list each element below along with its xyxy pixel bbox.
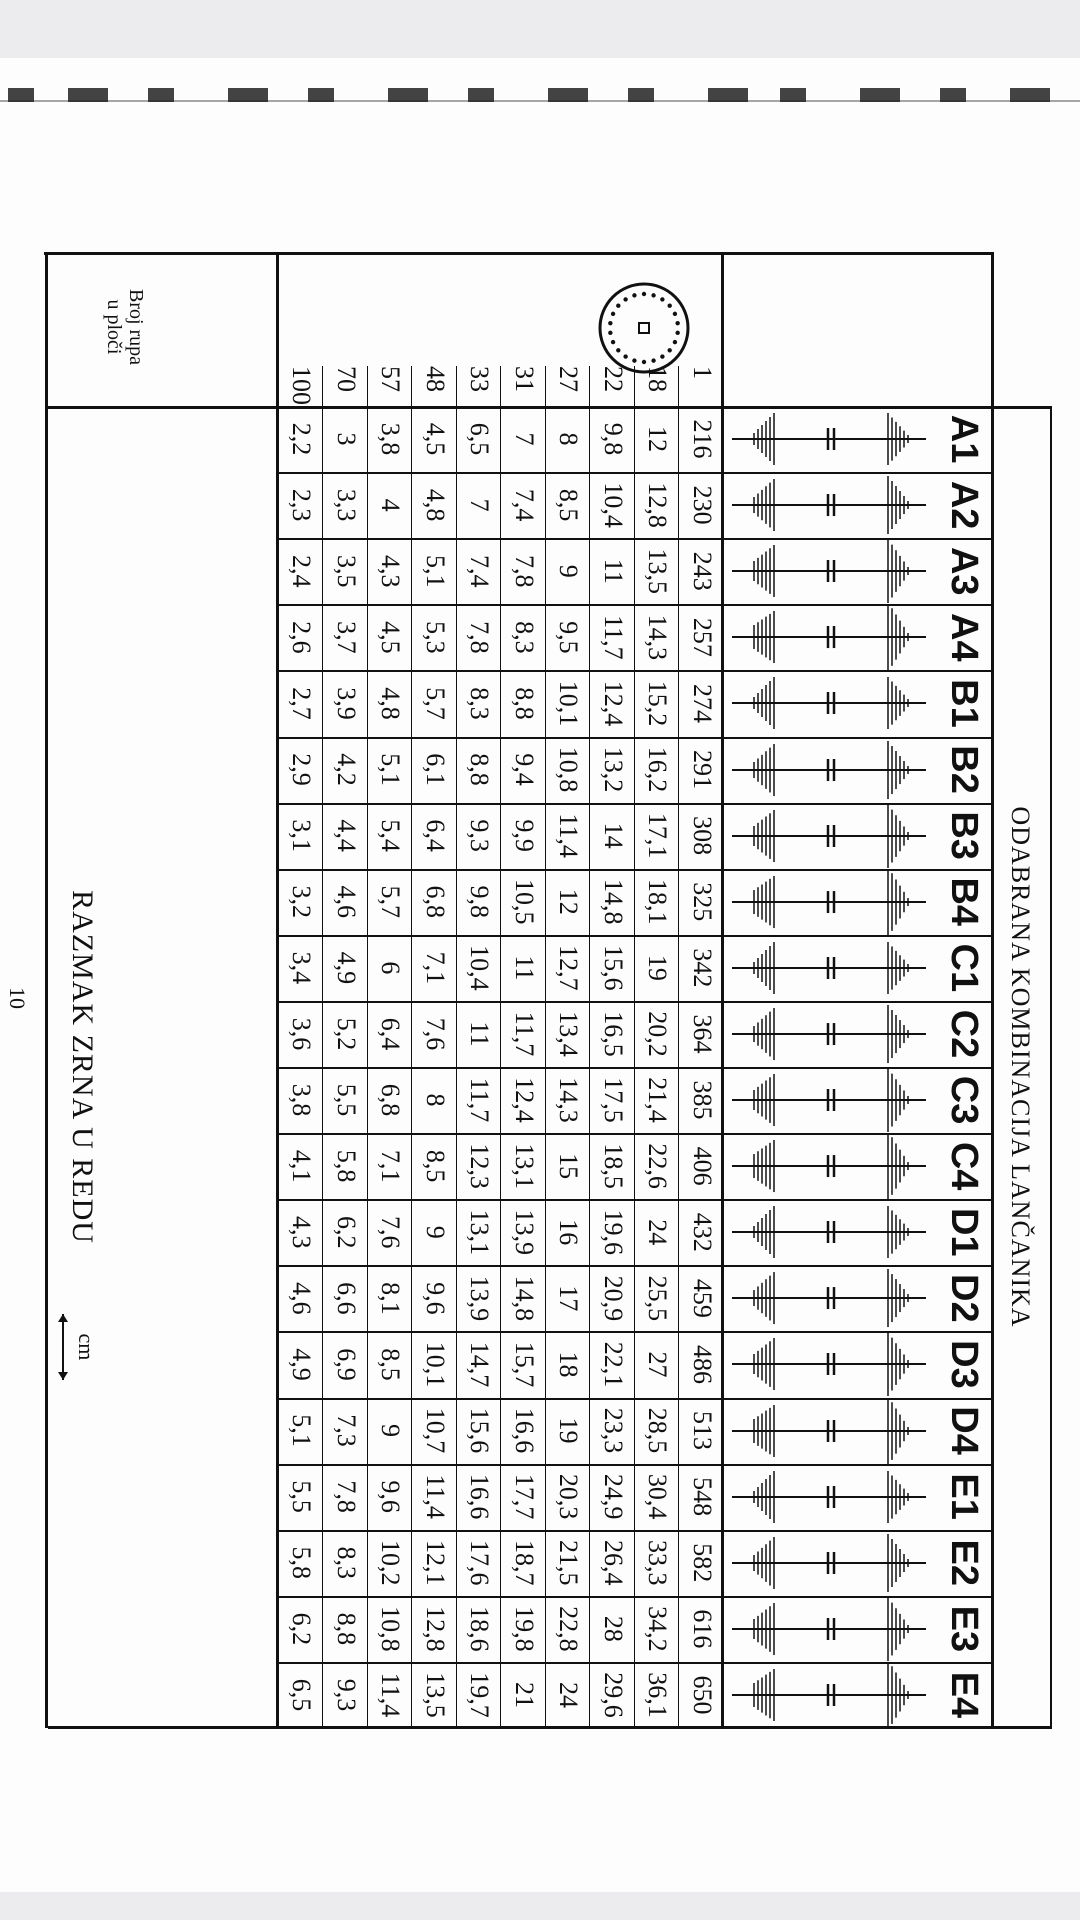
perforation-strip xyxy=(0,82,1080,112)
spacing-value: 4,8 xyxy=(420,488,450,522)
perforation-mark xyxy=(308,88,334,102)
spacing-value: 19 xyxy=(643,954,673,981)
spacing-value: 17,7 xyxy=(509,1473,539,1520)
spacing-value: 8 xyxy=(420,1093,450,1107)
spacing-value: 7 xyxy=(465,498,495,512)
spacing-value: 20,2 xyxy=(643,1011,673,1057)
combination-code: C2 xyxy=(943,1009,985,1059)
spacing-value: 27 xyxy=(643,1351,673,1378)
spacing-value: 10,5 xyxy=(509,878,539,925)
spacing-value: 8,3 xyxy=(331,1546,361,1579)
spacing-value: 4,5 xyxy=(376,621,406,654)
holes-count: 100 xyxy=(287,366,317,405)
spacing-value: 7,8 xyxy=(509,554,539,588)
table-title: ODABRANA KOMBINACIJA LANČANIKA xyxy=(1006,806,1035,1328)
spacing-value: 36,1 xyxy=(643,1672,673,1718)
spacing-value: 13,4 xyxy=(554,1011,584,1057)
spacing-value: 342 xyxy=(687,948,717,988)
spacing-value: 22,6 xyxy=(643,1143,673,1189)
spacing-value: 11 xyxy=(598,558,628,584)
spacing-value: 308 xyxy=(687,816,717,856)
spacing-value: 4,6 xyxy=(287,1282,317,1315)
spacing-value: 17,5 xyxy=(598,1077,628,1123)
spacing-value: 4,3 xyxy=(376,554,406,588)
spacing-value: 15 xyxy=(554,1153,584,1180)
holes-count: 1 xyxy=(687,366,717,379)
grid-line xyxy=(590,366,591,1728)
holes-count: 70 xyxy=(331,366,361,392)
sprocket-diagram-icon xyxy=(724,604,934,670)
spacing-value: 25,5 xyxy=(643,1275,673,1322)
spacing-value: 7,6 xyxy=(376,1215,406,1249)
spacing-value: 5,1 xyxy=(376,753,406,786)
spacing-value: 8,5 xyxy=(554,488,584,522)
grid-line xyxy=(501,366,502,1728)
spacing-value: 274 xyxy=(687,683,717,723)
sprocket-diagram-icon xyxy=(724,1331,934,1397)
spacing-value: 6,5 xyxy=(287,1678,317,1712)
holes-count: 18 xyxy=(643,366,673,392)
spacing-value: 10,8 xyxy=(554,746,584,793)
perforation-mark xyxy=(940,88,966,102)
spacing-value: 325 xyxy=(687,882,717,922)
spacing-value: 17,1 xyxy=(643,812,673,859)
spacing-value: 14,8 xyxy=(598,878,628,925)
spacing-value: 5,4 xyxy=(376,819,406,852)
spacing-value: 8,3 xyxy=(509,621,539,654)
spacing-value: 10,2 xyxy=(376,1539,406,1586)
combination-code: A3 xyxy=(943,546,985,596)
spacing-value: 12,7 xyxy=(554,945,584,991)
spacing-value: 20,3 xyxy=(554,1473,584,1520)
combination-code: D3 xyxy=(943,1340,985,1389)
unit-label: cm xyxy=(74,1333,99,1361)
spacing-value: 4,6 xyxy=(331,885,361,918)
spacing-value: 406 xyxy=(687,1146,717,1186)
sprocket-diagram-icon xyxy=(724,406,934,472)
spacing-value: 7,1 xyxy=(376,1149,406,1183)
spacing-value: 9,3 xyxy=(465,819,495,852)
spacing-value: 5,5 xyxy=(287,1480,317,1513)
spacing-value: 6,8 xyxy=(376,1083,406,1117)
holes-count: 33 xyxy=(465,366,495,392)
spacing-value: 18 xyxy=(554,1351,584,1378)
spacing-value: 459 xyxy=(687,1278,717,1318)
combination-code: E2 xyxy=(943,1539,985,1586)
spacing-value: 12 xyxy=(643,426,673,453)
spacing-value: 12,8 xyxy=(420,1606,450,1652)
spacing-value: 26,4 xyxy=(598,1539,628,1586)
spacing-value: 13,5 xyxy=(420,1672,450,1718)
sprocket-diagram-icon xyxy=(724,1067,934,1133)
spacing-value: 22,1 xyxy=(598,1341,628,1388)
spacing-value: 11,7 xyxy=(509,1011,539,1057)
perforation-mark xyxy=(228,88,268,102)
spacing-value: 548 xyxy=(687,1477,717,1517)
spacing-value: 3,6 xyxy=(287,1017,317,1051)
spacing-value: 11,7 xyxy=(465,1077,495,1123)
spacing-value: 13,1 xyxy=(465,1209,495,1255)
sprocket-diagram-icon xyxy=(724,935,934,1001)
spacing-value: 6,6 xyxy=(331,1282,361,1315)
spacing-value: 5,2 xyxy=(331,1017,361,1051)
spacing-value: 9,3 xyxy=(331,1678,361,1712)
perforation-mark xyxy=(8,88,34,102)
spacing-value: 16 xyxy=(554,1219,584,1246)
spacing-value: 5,1 xyxy=(420,554,450,588)
holes-count: 48 xyxy=(420,366,450,392)
spacing-value: 10,8 xyxy=(376,1606,406,1652)
spacing-value: 6,8 xyxy=(420,885,450,918)
spacing-value: 4,1 xyxy=(287,1149,317,1183)
spacing-value: 513 xyxy=(687,1411,717,1451)
spacing-value: 5,5 xyxy=(331,1083,361,1117)
rotated-table-sheet xyxy=(44,252,1052,1728)
spacing-value: 4,8 xyxy=(376,687,406,720)
spacing-value: 33,3 xyxy=(643,1539,673,1586)
spacing-value: 9,4 xyxy=(509,753,539,786)
spacing-value: 20,9 xyxy=(598,1275,628,1322)
spacing-value: 13,2 xyxy=(598,746,628,793)
spacing-value: 11,7 xyxy=(598,615,628,660)
combination-code: A2 xyxy=(943,480,985,530)
spacing-value: 11 xyxy=(465,1021,495,1047)
spacing-value: 7,4 xyxy=(465,554,495,588)
spacing-value: 3,3 xyxy=(331,488,361,522)
perforation-mark xyxy=(548,88,588,102)
spacing-value: 12 xyxy=(554,888,584,915)
spacing-value: 9,6 xyxy=(376,1480,406,1513)
spacing-value: 10,4 xyxy=(465,945,495,991)
combination-code: B2 xyxy=(943,745,985,794)
spacing-value: 5,8 xyxy=(331,1149,361,1183)
spacing-value: 432 xyxy=(687,1212,717,1252)
sprocket-diagram-icon xyxy=(724,1001,934,1067)
spacing-value: 19,7 xyxy=(465,1672,495,1718)
spacing-value: 616 xyxy=(687,1609,717,1649)
spacing-value: 24,9 xyxy=(598,1473,628,1520)
spacing-value: 7,8 xyxy=(331,1480,361,1513)
spacing-value: 12,1 xyxy=(420,1539,450,1586)
spacing-value: 2,2 xyxy=(287,422,317,456)
spacing-value: 257 xyxy=(687,617,717,657)
spacing-value: 15,2 xyxy=(643,680,673,727)
spacing-value: 2,4 xyxy=(287,554,317,588)
spacing-value: 9,5 xyxy=(554,621,584,654)
perforation-mark xyxy=(68,88,108,102)
combination-code: C1 xyxy=(943,943,985,993)
spacing-value: 8,3 xyxy=(465,687,495,720)
spacing-value: 34,2 xyxy=(643,1606,673,1652)
unit-arrow-icon xyxy=(54,1312,72,1382)
combination-code: D1 xyxy=(943,1207,985,1257)
spacing-value: 17 xyxy=(554,1285,584,1312)
seed-plate-icon xyxy=(596,280,692,376)
sprocket-diagram-icon xyxy=(724,1530,934,1596)
spacing-value: 8,8 xyxy=(509,687,539,720)
grid-line xyxy=(367,366,368,1728)
spacing-value: 4,5 xyxy=(420,422,450,456)
grid-line xyxy=(323,366,324,1728)
spacing-value: 2,9 xyxy=(287,753,317,786)
combination-code: D2 xyxy=(943,1274,985,1323)
spacing-value: 9,8 xyxy=(465,885,495,918)
spacing-value: 24 xyxy=(554,1681,584,1708)
spacing-value: 18,1 xyxy=(643,878,673,925)
spacing-value: 4,4 xyxy=(331,819,361,852)
spacing-value: 17,6 xyxy=(465,1539,495,1586)
perforation-mark xyxy=(468,88,494,102)
grid-line xyxy=(1050,406,1052,1728)
spacing-value: 11,4 xyxy=(376,1672,406,1718)
spacing-value: 364 xyxy=(687,1014,717,1054)
perforation-mark xyxy=(628,88,654,102)
spacing-value: 9 xyxy=(554,564,584,578)
sprocket-diagram-icon xyxy=(724,538,934,604)
spacing-value: 7,4 xyxy=(509,488,539,522)
sprocket-diagram-icon xyxy=(724,1199,934,1265)
spacing-value: 5,7 xyxy=(420,687,450,720)
spacing-value: 11 xyxy=(509,955,539,981)
spacing-value: 3,9 xyxy=(331,687,361,720)
spacing-value: 2,7 xyxy=(287,687,317,720)
spacing-value: 7,1 xyxy=(420,951,450,985)
spacing-value: 21,5 xyxy=(554,1539,584,1586)
sprocket-diagram-icon xyxy=(724,670,934,736)
combination-code: A1 xyxy=(943,414,985,464)
perforation-mark xyxy=(388,88,428,102)
grid-line xyxy=(679,366,680,1728)
combination-code: E4 xyxy=(943,1671,985,1719)
spacing-value: 3,8 xyxy=(287,1083,317,1117)
spacing-value: 12,3 xyxy=(465,1143,495,1189)
spacing-value: 28,5 xyxy=(643,1407,673,1454)
spacing-value: 4,9 xyxy=(287,1348,317,1381)
sprocket-diagram-icon xyxy=(724,803,934,869)
sprocket-diagram-icon xyxy=(724,737,934,803)
page-number: 10 xyxy=(5,987,30,1009)
spacing-value: 16,5 xyxy=(598,1011,628,1057)
sprocket-diagram-icon xyxy=(724,1596,934,1662)
sprocket-diagram-icon xyxy=(724,1398,934,1464)
spacing-value: 9,8 xyxy=(598,422,628,456)
spacing-value: 6 xyxy=(376,961,406,975)
spacing-value: 19,8 xyxy=(509,1606,539,1652)
spacing-value: 9 xyxy=(420,1225,450,1239)
grid-line xyxy=(456,366,457,1728)
holes-count: 22 xyxy=(598,366,628,392)
perforation-mark xyxy=(780,88,806,102)
combination-code: E1 xyxy=(943,1473,985,1520)
spacing-value: 216 xyxy=(687,419,717,459)
spacing-value: 5,1 xyxy=(287,1414,317,1447)
spacing-value: 21 xyxy=(509,1681,539,1708)
spacing-value: 16,6 xyxy=(465,1473,495,1520)
spacing-value: 7,8 xyxy=(465,621,495,654)
spacing-value: 13,9 xyxy=(465,1275,495,1322)
spacing-value: 28 xyxy=(598,1615,628,1642)
spacing-value: 4,9 xyxy=(331,951,361,985)
spacing-value: 4 xyxy=(376,498,406,512)
spacing-value: 15,6 xyxy=(598,945,628,991)
spacing-value: 6,5 xyxy=(465,422,495,456)
perforation-mark xyxy=(860,88,900,102)
spacing-value: 3 xyxy=(331,432,361,446)
combination-code: C3 xyxy=(943,1075,985,1125)
spacing-value: 29,6 xyxy=(598,1672,628,1718)
spacing-value: 385 xyxy=(687,1080,717,1120)
spacing-value: 3,5 xyxy=(331,554,361,588)
spacing-value: 16,2 xyxy=(643,746,673,793)
spacing-value: 3,8 xyxy=(376,422,406,456)
spacing-value: 8,5 xyxy=(420,1149,450,1183)
grid-line xyxy=(634,366,635,1728)
grid-line xyxy=(45,252,48,1728)
grid-line xyxy=(44,252,994,255)
spacing-value: 14,3 xyxy=(643,614,673,661)
spacing-value: 10,4 xyxy=(598,482,628,528)
spacing-value: 8,1 xyxy=(376,1282,406,1315)
combination-code: A4 xyxy=(943,613,985,662)
spacing-value: 14,3 xyxy=(554,1077,584,1123)
sprocket-diagram-icon xyxy=(724,869,934,935)
spacing-value: 12,8 xyxy=(643,482,673,528)
spacing-value: 18,7 xyxy=(509,1539,539,1586)
perforation-mark xyxy=(148,88,174,102)
spacing-value: 3,1 xyxy=(287,819,317,852)
spacing-value: 7,6 xyxy=(420,1017,450,1051)
spacing-value: 7,3 xyxy=(331,1414,361,1447)
spacing-value: 14 xyxy=(598,822,628,849)
holes-header-line2: u ploči xyxy=(103,299,125,355)
sprocket-diagram-icon xyxy=(724,1662,934,1728)
spacing-value: 19 xyxy=(554,1417,584,1444)
spacing-value: 30,4 xyxy=(643,1473,673,1520)
holes-count: 27 xyxy=(554,366,584,392)
spacing-value: 24 xyxy=(643,1219,673,1246)
spacing-value: 582 xyxy=(687,1543,717,1583)
spacing-value: 2,6 xyxy=(287,621,317,654)
grid-line xyxy=(545,366,546,1728)
combination-code: B3 xyxy=(943,811,985,860)
grid-line xyxy=(412,366,413,1728)
spacing-value: 6,2 xyxy=(331,1215,361,1249)
spacing-value: 9,9 xyxy=(509,819,539,852)
spacing-value: 22,8 xyxy=(554,1606,584,1652)
spacing-value: 19,6 xyxy=(598,1209,628,1255)
spacing-value: 6,1 xyxy=(420,753,450,786)
sprocket-diagram-icon xyxy=(724,1464,934,1530)
spacing-value: 6,9 xyxy=(331,1348,361,1381)
perforation-mark xyxy=(708,88,748,102)
holes-count: 57 xyxy=(376,366,406,392)
spacing-value: 8,8 xyxy=(465,753,495,786)
spacing-value: 15,6 xyxy=(465,1407,495,1454)
combination-code: B1 xyxy=(943,679,985,728)
spacing-value: 5,3 xyxy=(420,621,450,654)
spacing-value: 11,4 xyxy=(554,813,584,858)
spacing-value: 4,3 xyxy=(287,1215,317,1249)
spacing-value: 18,6 xyxy=(465,1606,495,1652)
spacing-value: 291 xyxy=(687,750,717,790)
spacing-value: 8 xyxy=(554,432,584,446)
spacing-value: 14,8 xyxy=(509,1275,539,1322)
combination-code: C4 xyxy=(943,1141,985,1191)
spacing-value: 2,3 xyxy=(287,488,317,522)
perforation-mark xyxy=(1010,88,1050,102)
spacing-value: 8,8 xyxy=(331,1612,361,1646)
spacing-value: 5,8 xyxy=(287,1546,317,1579)
holes-header xyxy=(103,262,147,392)
spacing-value: 9,6 xyxy=(420,1282,450,1315)
spacing-value: 9 xyxy=(376,1424,406,1438)
holes-count: 31 xyxy=(509,366,539,392)
spacing-value: 5,7 xyxy=(376,885,406,918)
spacing-value: 8,5 xyxy=(376,1348,406,1381)
table-footer: RAZMAK ZRNA U REDU xyxy=(66,890,99,1244)
spacing-value: 13,9 xyxy=(509,1209,539,1255)
sprocket-diagram-icon xyxy=(724,472,934,538)
spacing-value: 3,7 xyxy=(331,621,361,654)
spacing-value: 4,2 xyxy=(331,753,361,786)
spacing-value: 6,2 xyxy=(287,1612,317,1646)
spacing-value: 12,4 xyxy=(598,680,628,727)
combination-code: B4 xyxy=(943,877,985,927)
spacing-value: 14,7 xyxy=(465,1341,495,1388)
spacing-value: 15,7 xyxy=(509,1341,539,1388)
sprocket-diagram-icon xyxy=(724,1265,934,1331)
spacing-value: 21,4 xyxy=(643,1077,673,1123)
spacing-value: 12,4 xyxy=(509,1077,539,1123)
spacing-value: 10,1 xyxy=(554,680,584,727)
combination-code: E3 xyxy=(943,1605,985,1653)
spacing-value: 10,7 xyxy=(420,1407,450,1454)
spacing-value: 3,2 xyxy=(287,885,317,918)
spacing-value: 11,4 xyxy=(420,1474,450,1519)
spacing-value: 6,4 xyxy=(420,819,450,852)
sprocket-diagram-icon xyxy=(724,1133,934,1199)
spacing-value: 486 xyxy=(687,1344,717,1384)
spacing-value: 13,5 xyxy=(643,548,673,594)
spacing-value: 18,5 xyxy=(598,1143,628,1189)
spacing-value: 16,6 xyxy=(509,1407,539,1454)
spacing-value: 6,4 xyxy=(376,1017,406,1051)
spacing-value: 23,3 xyxy=(598,1407,628,1454)
spacing-value: 13,1 xyxy=(509,1143,539,1189)
spacing-value: 7 xyxy=(509,432,539,446)
combination-code: D4 xyxy=(943,1406,985,1455)
spacing-value: 3,4 xyxy=(287,951,317,985)
holes-header-line1: Broj rupa xyxy=(125,288,147,366)
spacing-value: 243 xyxy=(687,551,717,591)
spacing-value: 650 xyxy=(687,1675,717,1715)
spacing-value: 230 xyxy=(687,485,717,525)
spacing-value: 10,1 xyxy=(420,1341,450,1388)
